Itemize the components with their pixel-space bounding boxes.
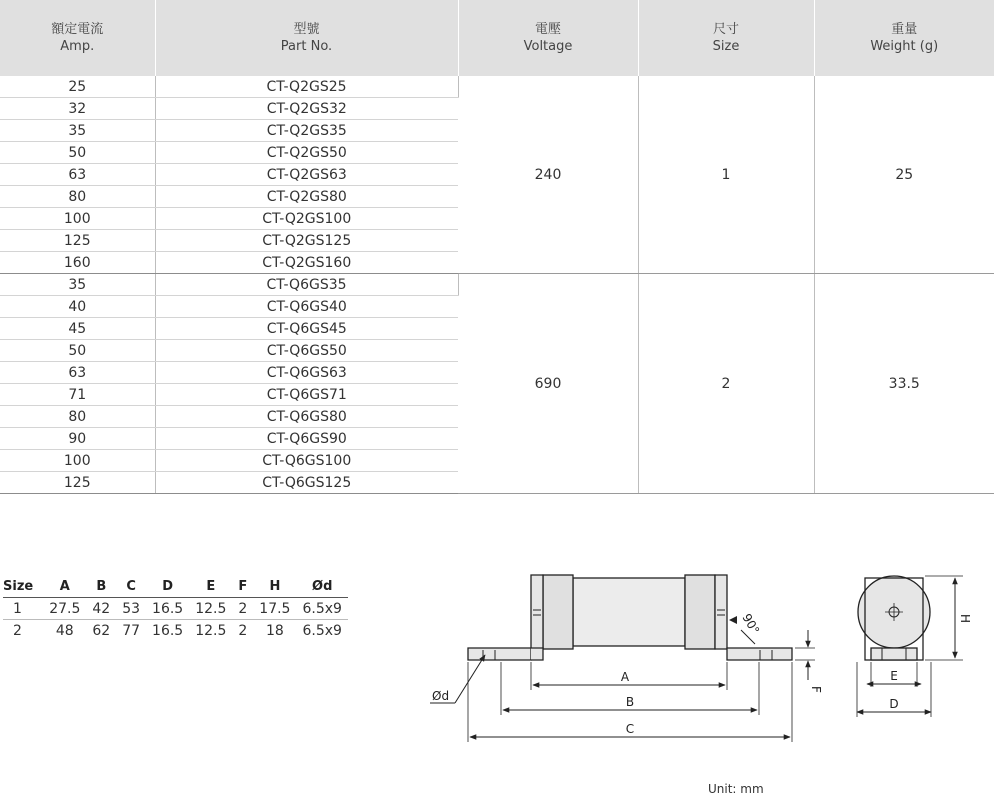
dim-label-d: D	[889, 697, 899, 711]
amp-cell: 45	[0, 318, 155, 340]
weight-cell: 33.5	[814, 274, 994, 494]
dim-cell: 12.5	[189, 598, 232, 620]
dim-cell: 16.5	[146, 598, 189, 620]
amp-cell: 71	[0, 384, 155, 406]
part-cell: CT-Q2GS125	[155, 230, 458, 252]
voltage-cell: 690	[458, 274, 638, 494]
dimension-row	[3, 620, 348, 642]
amp-cell: 63	[0, 164, 155, 186]
dim-cell: 6.5x9	[296, 598, 347, 620]
amp-cell: 32	[0, 98, 155, 120]
part-cell: CT-Q6GS63	[155, 362, 458, 384]
part-cell: CT-Q2GS32	[155, 98, 458, 120]
fuse-side-view-drawing	[425, 560, 823, 760]
size-cell: 2	[638, 274, 814, 494]
dim-label-a: A	[620, 670, 630, 684]
part-cell: CT-Q6GS125	[155, 472, 458, 494]
dim-cell: 62	[92, 622, 111, 639]
spec-header-row	[0, 0, 994, 76]
dim-header: F	[232, 575, 253, 598]
amp-cell: 35	[0, 274, 155, 296]
amp-cell: 125	[0, 230, 155, 252]
dim-cell: 16.5	[152, 622, 184, 639]
amp-cell: 160	[0, 252, 155, 274]
part-cell: CT-Q2GS160	[155, 252, 458, 274]
amp-cell: 100	[0, 450, 155, 472]
dimension-row	[3, 598, 348, 620]
part-cell: CT-Q6GS40	[155, 296, 458, 318]
part-cell: CT-Q2GS80	[155, 186, 458, 208]
table-row	[0, 76, 994, 98]
dim-label-e: E	[890, 669, 898, 683]
dim-label-f: F	[809, 686, 823, 693]
amp-cell: 80	[0, 406, 155, 428]
dim-header: Size	[3, 575, 43, 598]
part-cell: CT-Q2GS50	[155, 142, 458, 164]
part-cell: CT-Q6GS45	[155, 318, 458, 340]
header-voltage: 電壓 Voltage	[458, 0, 638, 76]
amp-cell: 50	[0, 340, 155, 362]
dim-label-h: H	[958, 614, 972, 624]
amp-cell: 90	[0, 428, 155, 450]
amp-cell: 100	[0, 208, 155, 230]
part-cell: CT-Q2GS35	[155, 120, 458, 142]
dim-cell: 2	[238, 622, 248, 639]
dim-header: C	[116, 575, 146, 598]
part-cell: CT-Q6GS35	[155, 274, 458, 296]
dimension-table	[3, 575, 348, 641]
amp-cell: 35	[0, 120, 155, 142]
unit-note: Unit: mm	[708, 782, 764, 796]
dim-cell: 1	[3, 598, 43, 620]
part-cell: CT-Q6GS90	[155, 428, 458, 450]
dim-label-b: B	[625, 695, 635, 709]
part-cell: CT-Q2GS25	[155, 76, 458, 98]
dim-header: A	[43, 575, 86, 598]
dim-cell: 53	[116, 598, 146, 620]
dim-header: Ød	[296, 575, 347, 598]
amp-cell: 25	[0, 76, 155, 98]
dimension-header-row	[3, 575, 348, 598]
dim-cell: 77	[122, 622, 141, 639]
angle-label: 90°	[739, 611, 763, 637]
part-cell: CT-Q6GS100	[155, 450, 458, 472]
part-cell: CT-Q2GS63	[155, 164, 458, 186]
dim-label-d-hole: Ød	[432, 689, 450, 703]
weight-cell: 25	[814, 76, 994, 274]
header-amp: 額定電流 Amp.	[0, 0, 155, 76]
table-row	[0, 274, 994, 296]
dim-cell: 12.5	[195, 622, 227, 639]
amp-cell: 125	[0, 472, 155, 494]
amp-cell: 63	[0, 362, 155, 384]
dim-cell: 48	[55, 622, 74, 639]
dim-cell: 18	[265, 622, 284, 639]
header-part-no: 型號 Part No.	[155, 0, 458, 76]
amp-cell: 50	[0, 142, 155, 164]
dim-cell: 2	[232, 598, 253, 620]
amp-cell: 40	[0, 296, 155, 318]
part-cell: CT-Q6GS50	[155, 340, 458, 362]
dim-cell: 27.5	[43, 598, 86, 620]
amp-cell: 80	[0, 186, 155, 208]
part-cell: CT-Q6GS71	[155, 384, 458, 406]
fuse-end-view-drawing	[845, 562, 980, 722]
size-cell: 1	[638, 76, 814, 274]
dim-cell: 6.5x9	[302, 622, 342, 639]
dim-cell: 17.5	[253, 598, 296, 620]
part-cell: CT-Q2GS100	[155, 208, 458, 230]
header-size: 尺寸 Size	[638, 0, 814, 76]
dim-header: D	[146, 575, 189, 598]
dim-cell: 2	[13, 622, 22, 639]
voltage-cell: 240	[458, 76, 638, 274]
dim-header: H	[253, 575, 296, 598]
part-cell: CT-Q6GS80	[155, 406, 458, 428]
dim-header: B	[86, 575, 116, 598]
header-weight: 重量 Weight (g)	[814, 0, 994, 76]
dim-label-c: C	[625, 722, 635, 736]
dim-cell: 42	[86, 598, 116, 620]
dim-header: E	[189, 575, 232, 598]
